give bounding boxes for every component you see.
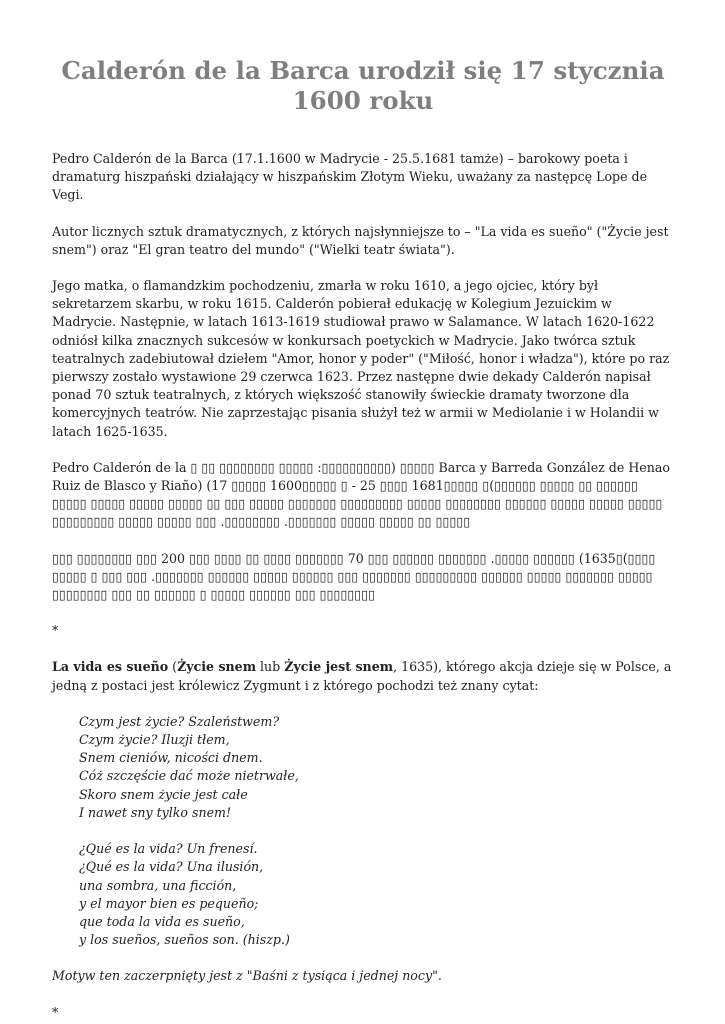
text-segment: ". [432, 968, 442, 984]
poem-line: Snem cieniów, nicości dnem. [79, 750, 263, 766]
poem-line: Skoro snem życie jest całe [79, 786, 248, 802]
poem-line: y el mayor bien es pequeño; [79, 895, 259, 911]
poem-line: que toda la vida es sueño, [79, 913, 245, 929]
title-zycie-jest-snem: Życie jest snem [284, 659, 394, 675]
page-title: Calderón de la Barca urodził się 17 stycznia 1600 roku [61, 56, 665, 115]
text-segment: lub [256, 659, 285, 675]
poem-line: una sombra, una ficción, [79, 877, 237, 893]
poem-polish [79, 713, 674, 822]
paragraph-la-vida [52, 658, 674, 694]
poem-line: Czym jest życie? Szaleństwem? [79, 713, 280, 729]
poem-line: Cóż szczęście dać może nietrwałe, [79, 768, 299, 784]
paragraph-biography: Jego matka, o flamandzkim pochodzeniu, zmarła w roku 1610, a jego ojciec, który był sekretarzem skarbu, w roku 1615. Calderón pobierał edukację w Kolegium Jezuickim w Madrycie. Następnie, w latach 1613-1619 studiował prawo w Salamance. W latach 1620-1622 odniósł kilka znacznych sukcesów w konkursach poetyckich w Madrycie. Jako twórca sztuk teatralnych zadebiutował dziełem "Amor, honor y poder" ("Miłość, honor i władza"), które po raz pierwszy zostało wystawione 29 czerwca 1623. Przez następne dwie dekady Calderón napisał ponad 70 sztuk teatralnych, z których większość stanowiły świeckie dramaty tworzone dla komercyjnych teatrów. Nie zaprzestając pisania służył też w armii w Mediolanie i w Holandii w latach 1625-1635. [52, 278, 670, 439]
poem-spanish [79, 840, 674, 949]
paragraph-arabic-name: Pedro Calderón de la ▯ ▯▯ ▯▯▯▯▯▯▯▯ ▯▯▯▯▯ :▯▯▯▯▯▯▯▯▯▯) ▯▯▯▯▯ Barca y Barreda González de Henao Ruiz de Blasco y Riaño) (17 ▯▯▯▯▯ 1600▯▯▯▯▯ ▯ - 25 ▯▯▯▯ 1681▯▯▯▯▯ ▯(▯▯▯▯▯▯ ▯▯▯▯▯ ▯▯ ▯▯▯▯▯▯ ▯▯▯▯▯ ▯▯▯▯▯ ▯▯▯▯▯ ▯▯▯▯▯ ▯▯ ▯▯▯ ▯▯▯▯▯ ▯▯▯▯▯▯▯ ▯▯▯▯▯▯▯▯▯ ▯▯▯▯▯ ▯▯▯▯▯▯▯▯ ▯▯▯▯▯▯ ▯▯▯▯▯ ▯▯▯▯▯ ▯▯▯▯▯ ▯▯▯▯▯▯▯▯▯ ▯▯▯▯▯ ▯▯▯▯▯ ▯▯▯ .▯▯▯▯▯▯▯▯ .▯▯▯▯▯▯▯ ▯▯▯▯▯ ▯▯▯▯▯ ▯▯ ▯▯▯▯▯ [52, 459, 670, 530]
document-page [52, 0, 674, 1022]
title-la-vida: La vida es sueño [52, 659, 169, 675]
text-segment: Motyw ten zaczerpnięty jest z " [52, 968, 253, 984]
paragraph-works: Autor licznych sztuk dramatycznych, z których najsłynniejsze to – "La vida es sueño" ("Życie jest snem") oraz "El gran teatro del mundo" ("Wielki teatr świata"). [52, 223, 669, 257]
poem-line: ¿Qué es la vida? Una ilusión, [79, 859, 264, 875]
text-segment: , 1635), którego akcja dzieje się w Polsce, a jedną z postaci jest królewicz Zygmunt i z którego pochodzi też znany cytat: [52, 659, 672, 693]
poem-line: ¿Qué es la vida? Un frenesí. [79, 841, 258, 857]
paragraph-intro: Pedro Calderón de la Barca (17.1.1600 w Madrycie - 25.5.1681 tamże) – barokowy poeta i dramaturg hiszpański działający w hiszpańskim Złotym Wieku, uważany za następcę Lope de Vegi. [52, 151, 648, 203]
separator: * [52, 623, 59, 639]
title-zycie-snem: Życie snem [177, 659, 257, 675]
poem-line: y los sueños, sueños son. (hiszp.) [79, 932, 290, 948]
text-segment: ( [168, 659, 178, 675]
paragraph-arabic-works: ▯▯▯ ▯▯▯▯▯▯▯▯ ▯▯▯ 200 ▯▯▯ ▯▯▯▯ ▯▯ ▯▯▯▯ ▯▯▯▯▯▯▯ 70 ▯▯▯ ▯▯▯▯▯▯ ▯▯▯▯▯▯▯ .▯▯▯▯▯ ▯▯▯▯▯▯ (1635▯(▯▯▯▯ ▯▯▯▯▯ ▯ ▯▯▯ ▯▯▯ .▯▯▯▯▯▯▯ ▯▯▯▯▯▯ ▯▯▯▯▯ ▯▯▯▯▯▯ ▯▯▯ ▯▯▯▯▯▯▯ ▯▯▯▯▯▯▯▯▯ ▯▯▯▯▯▯ ▯▯▯▯▯ ▯▯▯▯▯▯▯ ▯▯▯▯▯ ▯▯▯▯▯▯▯▯ ▯▯▯ ▯▯ ▯▯▯▯▯▯ ▯ ▯▯▯▯▯ ▯▯▯▯▯▯ ▯▯▯ ▯▯▯▯▯▯▯▯ [52, 550, 656, 603]
paragraph-motif [52, 967, 674, 985]
poem-line: I nawet sny tylko snem! [79, 804, 232, 820]
poem-line: Czym życie? Iluzji tłem, [79, 732, 230, 748]
title-basni: Baśni z tysiąca i jednej nocy [252, 968, 433, 984]
separator: * [52, 1004, 59, 1020]
